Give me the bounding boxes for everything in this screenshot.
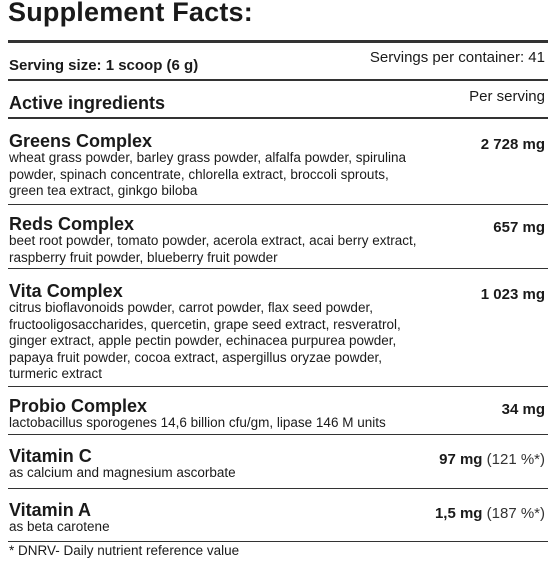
- row-divider: [8, 541, 548, 542]
- header-divider: [8, 117, 548, 119]
- row-divider: [8, 434, 548, 435]
- ingredient-name: Vitamin C: [9, 446, 92, 466]
- page-title: Supplement Facts:: [8, 0, 253, 27]
- title-divider: [8, 40, 548, 43]
- ingredient-name: Reds Complex: [9, 214, 135, 234]
- ingredient-vitamin-c: [0, 446, 556, 482]
- active-ingredients-heading: Active ingredients: [9, 93, 166, 113]
- row-divider: [8, 268, 548, 269]
- serving-divider: [8, 79, 548, 81]
- footnote: * DNRV- Daily nutrient reference value: [9, 543, 240, 558]
- ingredient-amount: [395, 505, 545, 523]
- amount-value: 1,5 mg: [434, 505, 483, 522]
- ingredient-description: citrus bioflavonoids powder, carrot powder, flax seed powder, fructooligosaccharides, quercetin, grape seed extract, resveratrol, ginger extract, apple pectin powder, echinacea purpurea powder, papaya fruit powder, cocoa extract, aspergillus oryzae powder, turmeric extract: [9, 300, 401, 381]
- ingredient-name: Greens Complex: [9, 131, 153, 151]
- ingredient-description: beet root powder, tomato powder, acerola extract, acai berry extract, raspberry fruit powder, blueberry fruit powder: [9, 233, 417, 265]
- ingredient-probio-complex: [0, 396, 556, 432]
- ingredient-description: lactobacillus sporogenes 14,6 billion cfu/gm, lipase 146 M units: [9, 415, 386, 430]
- row-divider: [8, 386, 548, 387]
- ingredient-greens-complex: [0, 131, 556, 201]
- ingredient-description: wheat grass powder, barley grass powder, alfalfa powder, spirulina powder, spinach concentrate, chlorella extract, broccoli sprouts, green tea extract, ginkgo biloba: [9, 150, 406, 198]
- ingredient-description: as beta carotene: [9, 519, 110, 534]
- row-divider: [8, 488, 548, 489]
- ingredient-name: Vita Complex: [9, 281, 123, 301]
- per-serving-heading: Per serving: [469, 88, 545, 105]
- ingredient-name: Probio Complex: [9, 396, 148, 416]
- ingredient-reds-complex: [0, 214, 556, 266]
- amount-value: 97 mg: [439, 451, 483, 468]
- dnrv-percent: (187 %*): [486, 505, 545, 522]
- ingredient-amount: 1 023 mg: [480, 286, 545, 303]
- servings-per-container: Servings per container: 41: [369, 49, 545, 66]
- serving-size: Serving size: 1 scoop (6 g): [9, 57, 199, 74]
- ingredient-amount: [395, 451, 545, 469]
- dnrv-percent: (121 %*): [486, 451, 545, 468]
- ingredient-name: Vitamin A: [9, 500, 92, 520]
- row-divider: [8, 204, 548, 205]
- ingredient-amount: 2 728 mg: [480, 136, 545, 153]
- ingredient-amount: 657 mg: [493, 219, 545, 236]
- ingredient-vitamin-a: [0, 500, 556, 536]
- ingredient-description: as calcium and magnesium ascorbate: [9, 465, 236, 480]
- ingredient-amount: 34 mg: [501, 401, 545, 418]
- ingredient-vita-complex: [0, 281, 556, 385]
